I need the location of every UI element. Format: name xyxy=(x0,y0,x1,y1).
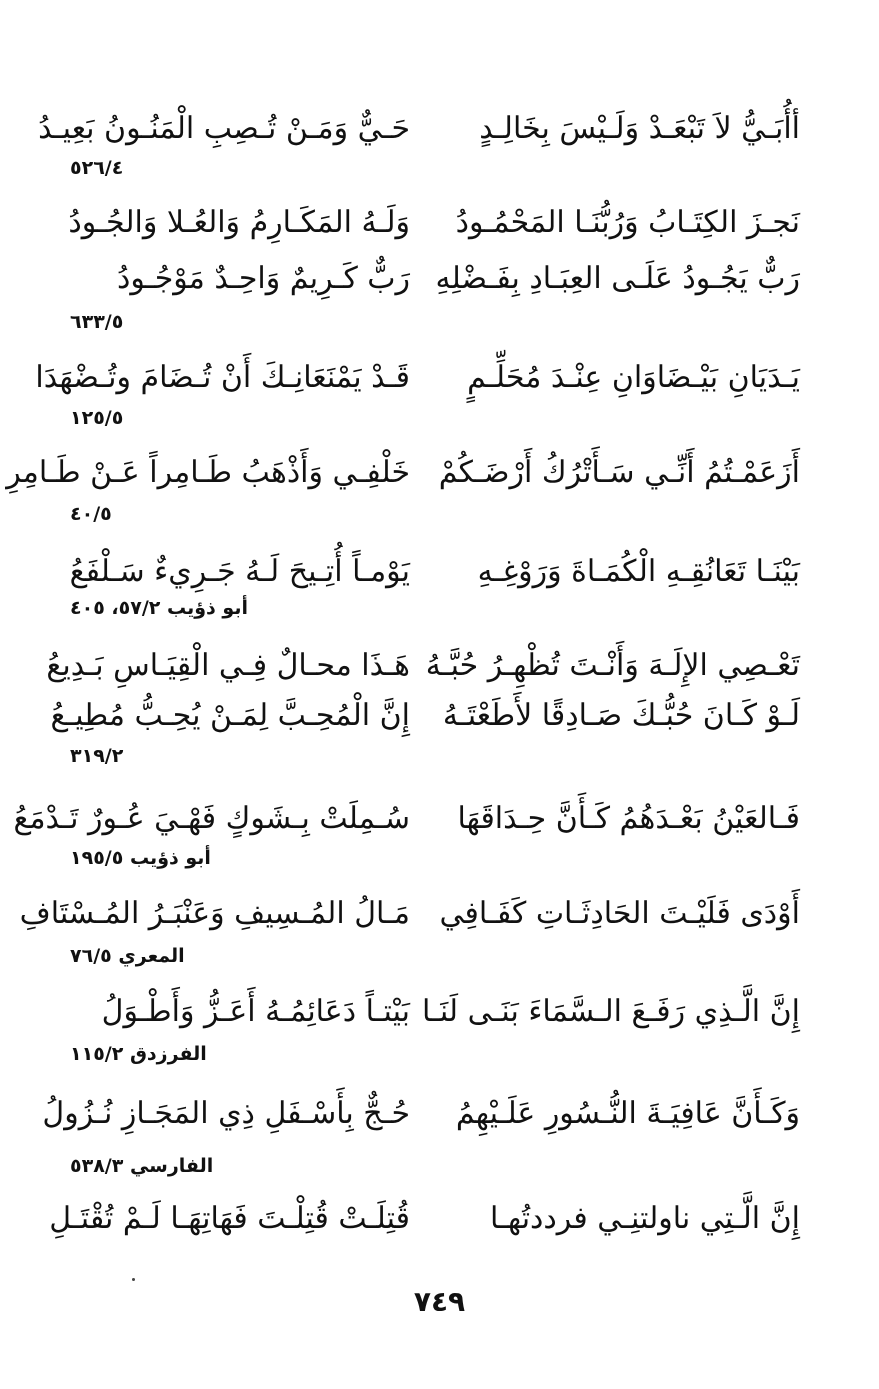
verse-first-hemistich: أأُبَـيُّ لاَ تَبْعَـدْ وَلَـيْسَ بِخَالِـدٍ xyxy=(479,111,800,146)
verse-line xyxy=(46,640,800,692)
verse-first-hemistich: لَـوْ كَـانَ حُبُّـكَ صَـادِقًا لأَطَعْتَـهُ xyxy=(442,698,800,733)
verse-line xyxy=(42,1088,800,1140)
verse-reference: ٣١٩/٢ xyxy=(70,745,124,767)
verse-line xyxy=(60,253,800,305)
verse-reference: ٤٠/٥ xyxy=(70,503,112,525)
verse-line xyxy=(6,447,800,499)
verse-second-hemistich: حُـجٌّ بِأَسْـفَلِ ذِي المَجَـازِ نُـزُولُ xyxy=(42,1096,410,1131)
verse-line xyxy=(13,793,800,845)
scan-speck xyxy=(132,1278,135,1281)
verse-second-hemistich: مَـالُ المُـسِيفِ وَعَنْبَـرُ المُـسْتَافِ xyxy=(19,896,410,931)
verse-reference: ٥٢٦/٤ xyxy=(70,157,124,179)
verse-line xyxy=(60,197,800,249)
verse-reference: ٦٣٣/٥ xyxy=(70,311,124,333)
verse-second-hemistich: هَـذَا محـالٌ فِـي الْقِيَـاسِ بَـدِيعُ xyxy=(46,648,410,683)
verse-reference: الفرزدق ١١٥/٢ xyxy=(70,1043,207,1065)
verse-second-hemistich: حَـيٌّ وَمَـنْ تُـصِبِ الْمَنُـونُ بَعِيـدُ xyxy=(38,111,410,146)
verse-second-hemistich: إِنَّ الْمُحِـبَّ لِمَـنْ يُحِـبُّ مُطِيـعُ xyxy=(50,698,410,733)
verse-reference: أبو ذؤيب ١٩٥/٥ xyxy=(70,847,211,869)
verse-second-hemistich: رَبٌّ كَـرِيمٌ وَاحِـدٌ مَوْجُـودُ xyxy=(117,261,410,296)
verse-first-hemistich: أَوْدَى فَلَيْـتَ الحَادِثَـاتِ كَفَـافِي xyxy=(439,896,800,931)
verse-first-hemistich: أَزَعَمْـتُمُ أَنِّـي سَـأَتْرُكُ أَرْضَـكُمْ xyxy=(438,455,800,490)
verse-first-hemistich: إِنَّ الَّـتِي ناولتنِـي فرددتُهـا xyxy=(489,1201,800,1236)
verse-reference: المعري ٧٦/٥ xyxy=(70,945,185,967)
verse-line xyxy=(49,1193,800,1245)
verse-second-hemistich: قَـدْ يَمْنَعَانِـكَ أَنْ تُـضَامَ وتُـضْهَدَا xyxy=(35,360,410,395)
verse-second-hemistich: يَوْمـاً أُتِـيحَ لَـهُ جَـرِيءٌ سَـلْفَعُ xyxy=(69,554,410,589)
verse-line xyxy=(60,986,800,1038)
verse-reference: الفارسي ٥٣٨/٣ xyxy=(70,1155,214,1177)
verse-first-hemistich: رَبٌّ يَجُـودُ عَلَـى العِبَـادِ بِفَـضْلِهِ xyxy=(435,261,800,296)
verse-second-hemistich: قُتِلَـتْ قُتِلْـتَ فَهَاتِهَـا لَـمْ تُقْتَـلِ xyxy=(49,1201,410,1236)
verse-second-hemistich: خَلْفِـي وَأَذْهَبُ طَـامِراً عَـنْ طَـامِرِ xyxy=(6,455,410,490)
verse-line xyxy=(38,103,800,155)
verse-first-hemistich: فَـالعَيْنُ بَعْـدَهُمُ كَـأَنَّ حِـدَاقَهَا xyxy=(457,801,800,836)
verse-line xyxy=(35,352,800,404)
verse-reference: أبو ذؤيب ٥٧/٢، ٤٠٥ xyxy=(70,597,248,619)
verse-second-hemistich: بَيْتـاً دَعَائِمُـهُ أَعَـزُّ وَأَطْـوَلُ xyxy=(101,994,410,1029)
verse-first-hemistich: نَجـزَ الكِتَـابُ وَرُبُّنَـا المَحْمُـودُ xyxy=(455,205,800,240)
verse-line xyxy=(19,888,800,940)
verse-first-hemistich: تَعْـصِي الإِلَـهَ وَأَنْـتَ تُظْهِـرُ حُبَّـهُ xyxy=(425,648,800,683)
page-number: ٧٤٩ xyxy=(413,1285,466,1318)
verse-first-hemistich: وَكَـأَنَّ عَافِيَـةَ النُّـسُورِ عَلَـيْهِمُ xyxy=(455,1096,800,1131)
verse-first-hemistich: إِنَّ الَّـذِي رَفَـعَ الـسَّمَاءَ بَنَـى لَنَـا xyxy=(421,994,800,1029)
verse-line xyxy=(50,690,800,742)
verse-reference: ١٢٥/٥ xyxy=(70,407,124,429)
verse-second-hemistich: وَلَـهُ المَكَـارِمُ وَالعُـلا وَالجُـودُ xyxy=(68,205,410,240)
verse-first-hemistich: بَيْنَـا تَعَانُقِـهِ الْكُمَـاةَ وَرَوْغِـهِ xyxy=(477,554,800,589)
verse-first-hemistich: يَـدَيَانِ بَيْـضَاوَانِ عِنْـدَ مُحَلِّـمٍ xyxy=(467,360,800,395)
verse-line xyxy=(60,546,800,598)
verse-second-hemistich: سُـمِلَتْ بِـشَوكٍ فَهْـيَ عُـورٌ تَـدْمَعُ xyxy=(13,801,410,836)
